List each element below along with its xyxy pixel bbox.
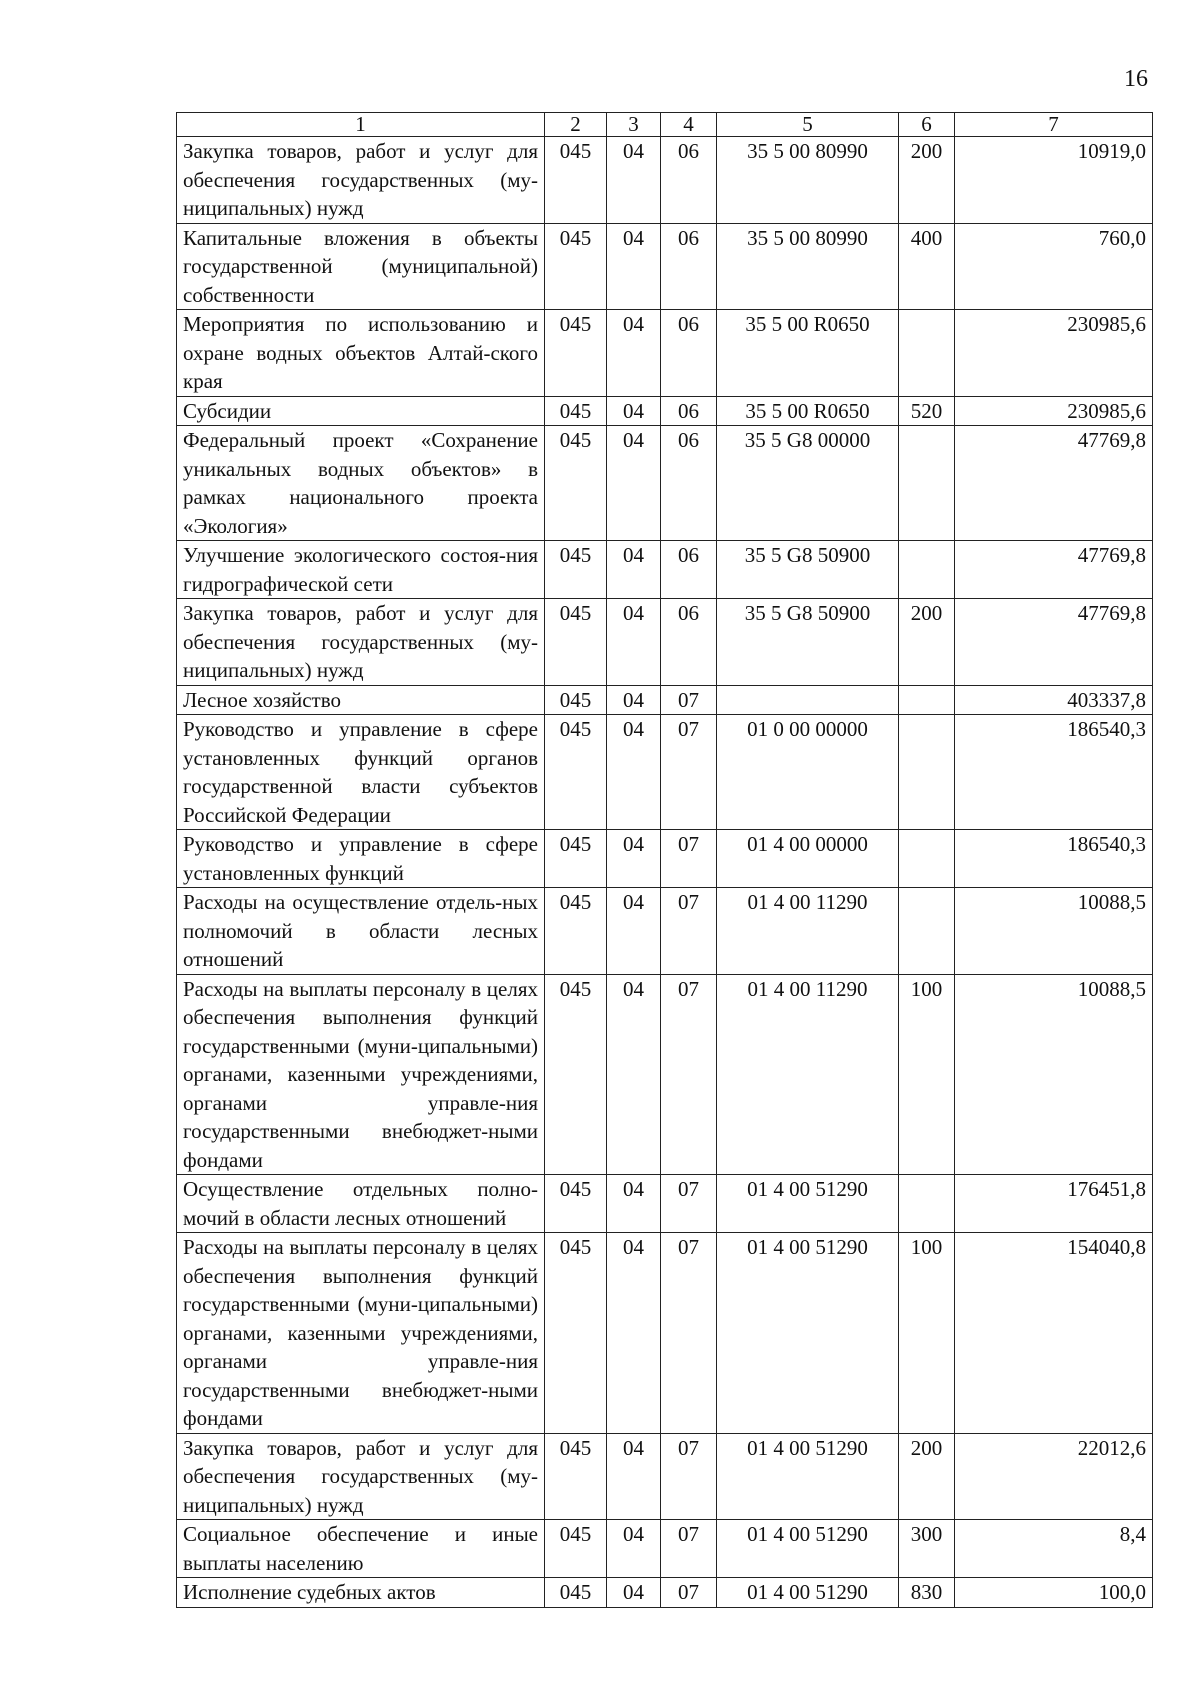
ved-code-cell: 045 (545, 1433, 607, 1520)
row-name-cell: Закупка товаров, работ и услуг для обеспечения государственных (му-ниципальных) нужд (177, 599, 545, 686)
expense-type-cell: 830 (899, 1578, 955, 1608)
table-row (177, 1520, 1153, 1578)
amount-cell: 186540,3 (955, 715, 1153, 830)
ved-code-cell: 045 (545, 1578, 607, 1608)
table-row (177, 1433, 1153, 1520)
table-row (177, 223, 1153, 310)
table-row (177, 137, 1153, 224)
subsection-code-cell: 07 (661, 974, 717, 1175)
ved-code-cell: 045 (545, 426, 607, 541)
expense-type-cell (899, 685, 955, 715)
section-code-cell: 04 (607, 426, 661, 541)
section-code-cell: 04 (607, 599, 661, 686)
expense-type-cell (899, 830, 955, 888)
row-name-cell: Капитальные вложения в объекты государственной (муниципальной) собственности (177, 223, 545, 310)
table-row (177, 715, 1153, 830)
target-article-cell: 01 4 00 51290 (717, 1433, 899, 1520)
subsection-code-cell: 07 (661, 888, 717, 975)
expense-type-cell: 400 (899, 223, 955, 310)
subsection-code-cell: 07 (661, 1578, 717, 1608)
column-header: 4 (661, 113, 717, 137)
row-name-cell: Субсидии (177, 396, 545, 426)
row-name-cell: Руководство и управление в сфере установленных функций органов государственной власти субъектов Российской Федерации (177, 715, 545, 830)
amount-cell: 47769,8 (955, 599, 1153, 686)
amount-cell: 10088,5 (955, 974, 1153, 1175)
row-name-cell: Мероприятия по использованию и охране водных объектов Алтай-ского края (177, 310, 545, 397)
ved-code-cell: 045 (545, 1520, 607, 1578)
expense-type-cell: 300 (899, 1520, 955, 1578)
section-code-cell: 04 (607, 974, 661, 1175)
table-row (177, 974, 1153, 1175)
table-row (177, 599, 1153, 686)
section-code-cell: 04 (607, 1578, 661, 1608)
row-name-cell: Федеральный проект «Сохранение уникальных водных объектов» в рамках национального проекта «Экология» (177, 426, 545, 541)
table-header-row (177, 113, 1153, 137)
target-article-cell: 01 4 00 11290 (717, 888, 899, 975)
ved-code-cell: 045 (545, 685, 607, 715)
amount-cell: 100,0 (955, 1578, 1153, 1608)
ved-code-cell: 045 (545, 1175, 607, 1233)
table-row (177, 830, 1153, 888)
row-name-cell: Расходы на осуществление отдель-ных полномочий в области лесных отношений (177, 888, 545, 975)
row-name-cell: Исполнение судебных актов (177, 1578, 545, 1608)
column-header: 7 (955, 113, 1153, 137)
ved-code-cell: 045 (545, 223, 607, 310)
ved-code-cell: 045 (545, 396, 607, 426)
target-article-cell: 35 5 00 80990 (717, 137, 899, 224)
amount-cell: 47769,8 (955, 426, 1153, 541)
subsection-code-cell: 06 (661, 541, 717, 599)
subsection-code-cell: 06 (661, 310, 717, 397)
target-article-cell (717, 685, 899, 715)
expense-type-cell (899, 715, 955, 830)
ved-code-cell: 045 (545, 1233, 607, 1434)
amount-cell: 230985,6 (955, 396, 1153, 426)
row-name-cell: Руководство и управление в сфере установленных функций (177, 830, 545, 888)
target-article-cell: 01 4 00 51290 (717, 1520, 899, 1578)
table-row (177, 396, 1153, 426)
amount-cell: 10919,0 (955, 137, 1153, 224)
subsection-code-cell: 06 (661, 137, 717, 224)
column-header: 2 (545, 113, 607, 137)
expense-type-cell (899, 310, 955, 397)
section-code-cell: 04 (607, 1233, 661, 1434)
column-header: 3 (607, 113, 661, 137)
column-header: 6 (899, 113, 955, 137)
target-article-cell: 35 5 G8 50900 (717, 599, 899, 686)
table-row (177, 685, 1153, 715)
amount-cell: 230985,6 (955, 310, 1153, 397)
amount-cell: 22012,6 (955, 1433, 1153, 1520)
page-number: 16 (1124, 66, 1148, 92)
section-code-cell: 04 (607, 223, 661, 310)
target-article-cell: 35 5 00 R0650 (717, 310, 899, 397)
subsection-code-cell: 06 (661, 426, 717, 541)
ved-code-cell: 045 (545, 137, 607, 224)
ved-code-cell: 045 (545, 541, 607, 599)
subsection-code-cell: 07 (661, 1520, 717, 1578)
ved-code-cell: 045 (545, 888, 607, 975)
amount-cell: 47769,8 (955, 541, 1153, 599)
table-row (177, 310, 1153, 397)
table-row (177, 888, 1153, 975)
row-name-cell: Расходы на выплаты персоналу в целях обеспечения выполнения функций государственными (муни-ципальными) органами, казенными учреждениями, органами управле-ния государственными внебюджет-ными фондами (177, 974, 545, 1175)
target-article-cell: 35 5 G8 50900 (717, 541, 899, 599)
row-name-cell: Закупка товаров, работ и услуг для обеспечения государственных (му-ниципальных) нужд (177, 1433, 545, 1520)
expense-type-cell: 200 (899, 137, 955, 224)
section-code-cell: 04 (607, 310, 661, 397)
subsection-code-cell: 07 (661, 830, 717, 888)
section-code-cell: 04 (607, 1175, 661, 1233)
target-article-cell: 35 5 00 R0650 (717, 396, 899, 426)
table-row (177, 541, 1153, 599)
ved-code-cell: 045 (545, 830, 607, 888)
amount-cell: 760,0 (955, 223, 1153, 310)
expense-type-cell: 200 (899, 599, 955, 686)
target-article-cell: 01 4 00 00000 (717, 830, 899, 888)
row-name-cell: Социальное обеспечение и иные выплаты населению (177, 1520, 545, 1578)
amount-cell: 186540,3 (955, 830, 1153, 888)
row-name-cell: Лесное хозяйство (177, 685, 545, 715)
section-code-cell: 04 (607, 888, 661, 975)
expense-type-cell: 520 (899, 396, 955, 426)
target-article-cell: 35 5 00 80990 (717, 223, 899, 310)
subsection-code-cell: 07 (661, 1433, 717, 1520)
amount-cell: 8,4 (955, 1520, 1153, 1578)
subsection-code-cell: 07 (661, 685, 717, 715)
table-row (177, 1578, 1153, 1608)
amount-cell: 403337,8 (955, 685, 1153, 715)
column-header: 5 (717, 113, 899, 137)
section-code-cell: 04 (607, 830, 661, 888)
subsection-code-cell: 06 (661, 396, 717, 426)
subsection-code-cell: 07 (661, 715, 717, 830)
target-article-cell: 01 0 00 00000 (717, 715, 899, 830)
section-code-cell: 04 (607, 396, 661, 426)
expense-type-cell: 100 (899, 974, 955, 1175)
table-row (177, 1233, 1153, 1434)
section-code-cell: 04 (607, 1520, 661, 1578)
section-code-cell: 04 (607, 137, 661, 224)
target-article-cell: 35 5 G8 00000 (717, 426, 899, 541)
row-name-cell: Расходы на выплаты персоналу в целях обеспечения выполнения функций государственными (муни-ципальными) органами, казенными учреждениями, органами управле-ния государственными внебюджет-ными фондами (177, 1233, 545, 1434)
expense-type-cell (899, 541, 955, 599)
target-article-cell: 01 4 00 51290 (717, 1233, 899, 1434)
subsection-code-cell: 06 (661, 599, 717, 686)
amount-cell: 10088,5 (955, 888, 1153, 975)
section-code-cell: 04 (607, 1433, 661, 1520)
expense-type-cell: 100 (899, 1233, 955, 1434)
target-article-cell: 01 4 00 51290 (717, 1175, 899, 1233)
section-code-cell: 04 (607, 541, 661, 599)
row-name-cell: Закупка товаров, работ и услуг для обеспечения государственных (му-ниципальных) нужд (177, 137, 545, 224)
row-name-cell: Улучшение экологического состоя-ния гидрографической сети (177, 541, 545, 599)
section-code-cell: 04 (607, 715, 661, 830)
amount-cell: 154040,8 (955, 1233, 1153, 1434)
expense-type-cell (899, 888, 955, 975)
ved-code-cell: 045 (545, 599, 607, 686)
table-body (177, 137, 1153, 1608)
row-name-cell: Осуществление отдельных полно-мочий в области лесных отношений (177, 1175, 545, 1233)
table-row (177, 426, 1153, 541)
subsection-code-cell: 07 (661, 1175, 717, 1233)
target-article-cell: 01 4 00 51290 (717, 1578, 899, 1608)
section-code-cell: 04 (607, 685, 661, 715)
table-row (177, 1175, 1153, 1233)
budget-table (176, 112, 1153, 1608)
subsection-code-cell: 06 (661, 223, 717, 310)
ved-code-cell: 045 (545, 974, 607, 1175)
expense-type-cell (899, 1175, 955, 1233)
column-header: 1 (177, 113, 545, 137)
ved-code-cell: 045 (545, 310, 607, 397)
target-article-cell: 01 4 00 11290 (717, 974, 899, 1175)
amount-cell: 176451,8 (955, 1175, 1153, 1233)
subsection-code-cell: 07 (661, 1233, 717, 1434)
expense-type-cell: 200 (899, 1433, 955, 1520)
ved-code-cell: 045 (545, 715, 607, 830)
expense-type-cell (899, 426, 955, 541)
